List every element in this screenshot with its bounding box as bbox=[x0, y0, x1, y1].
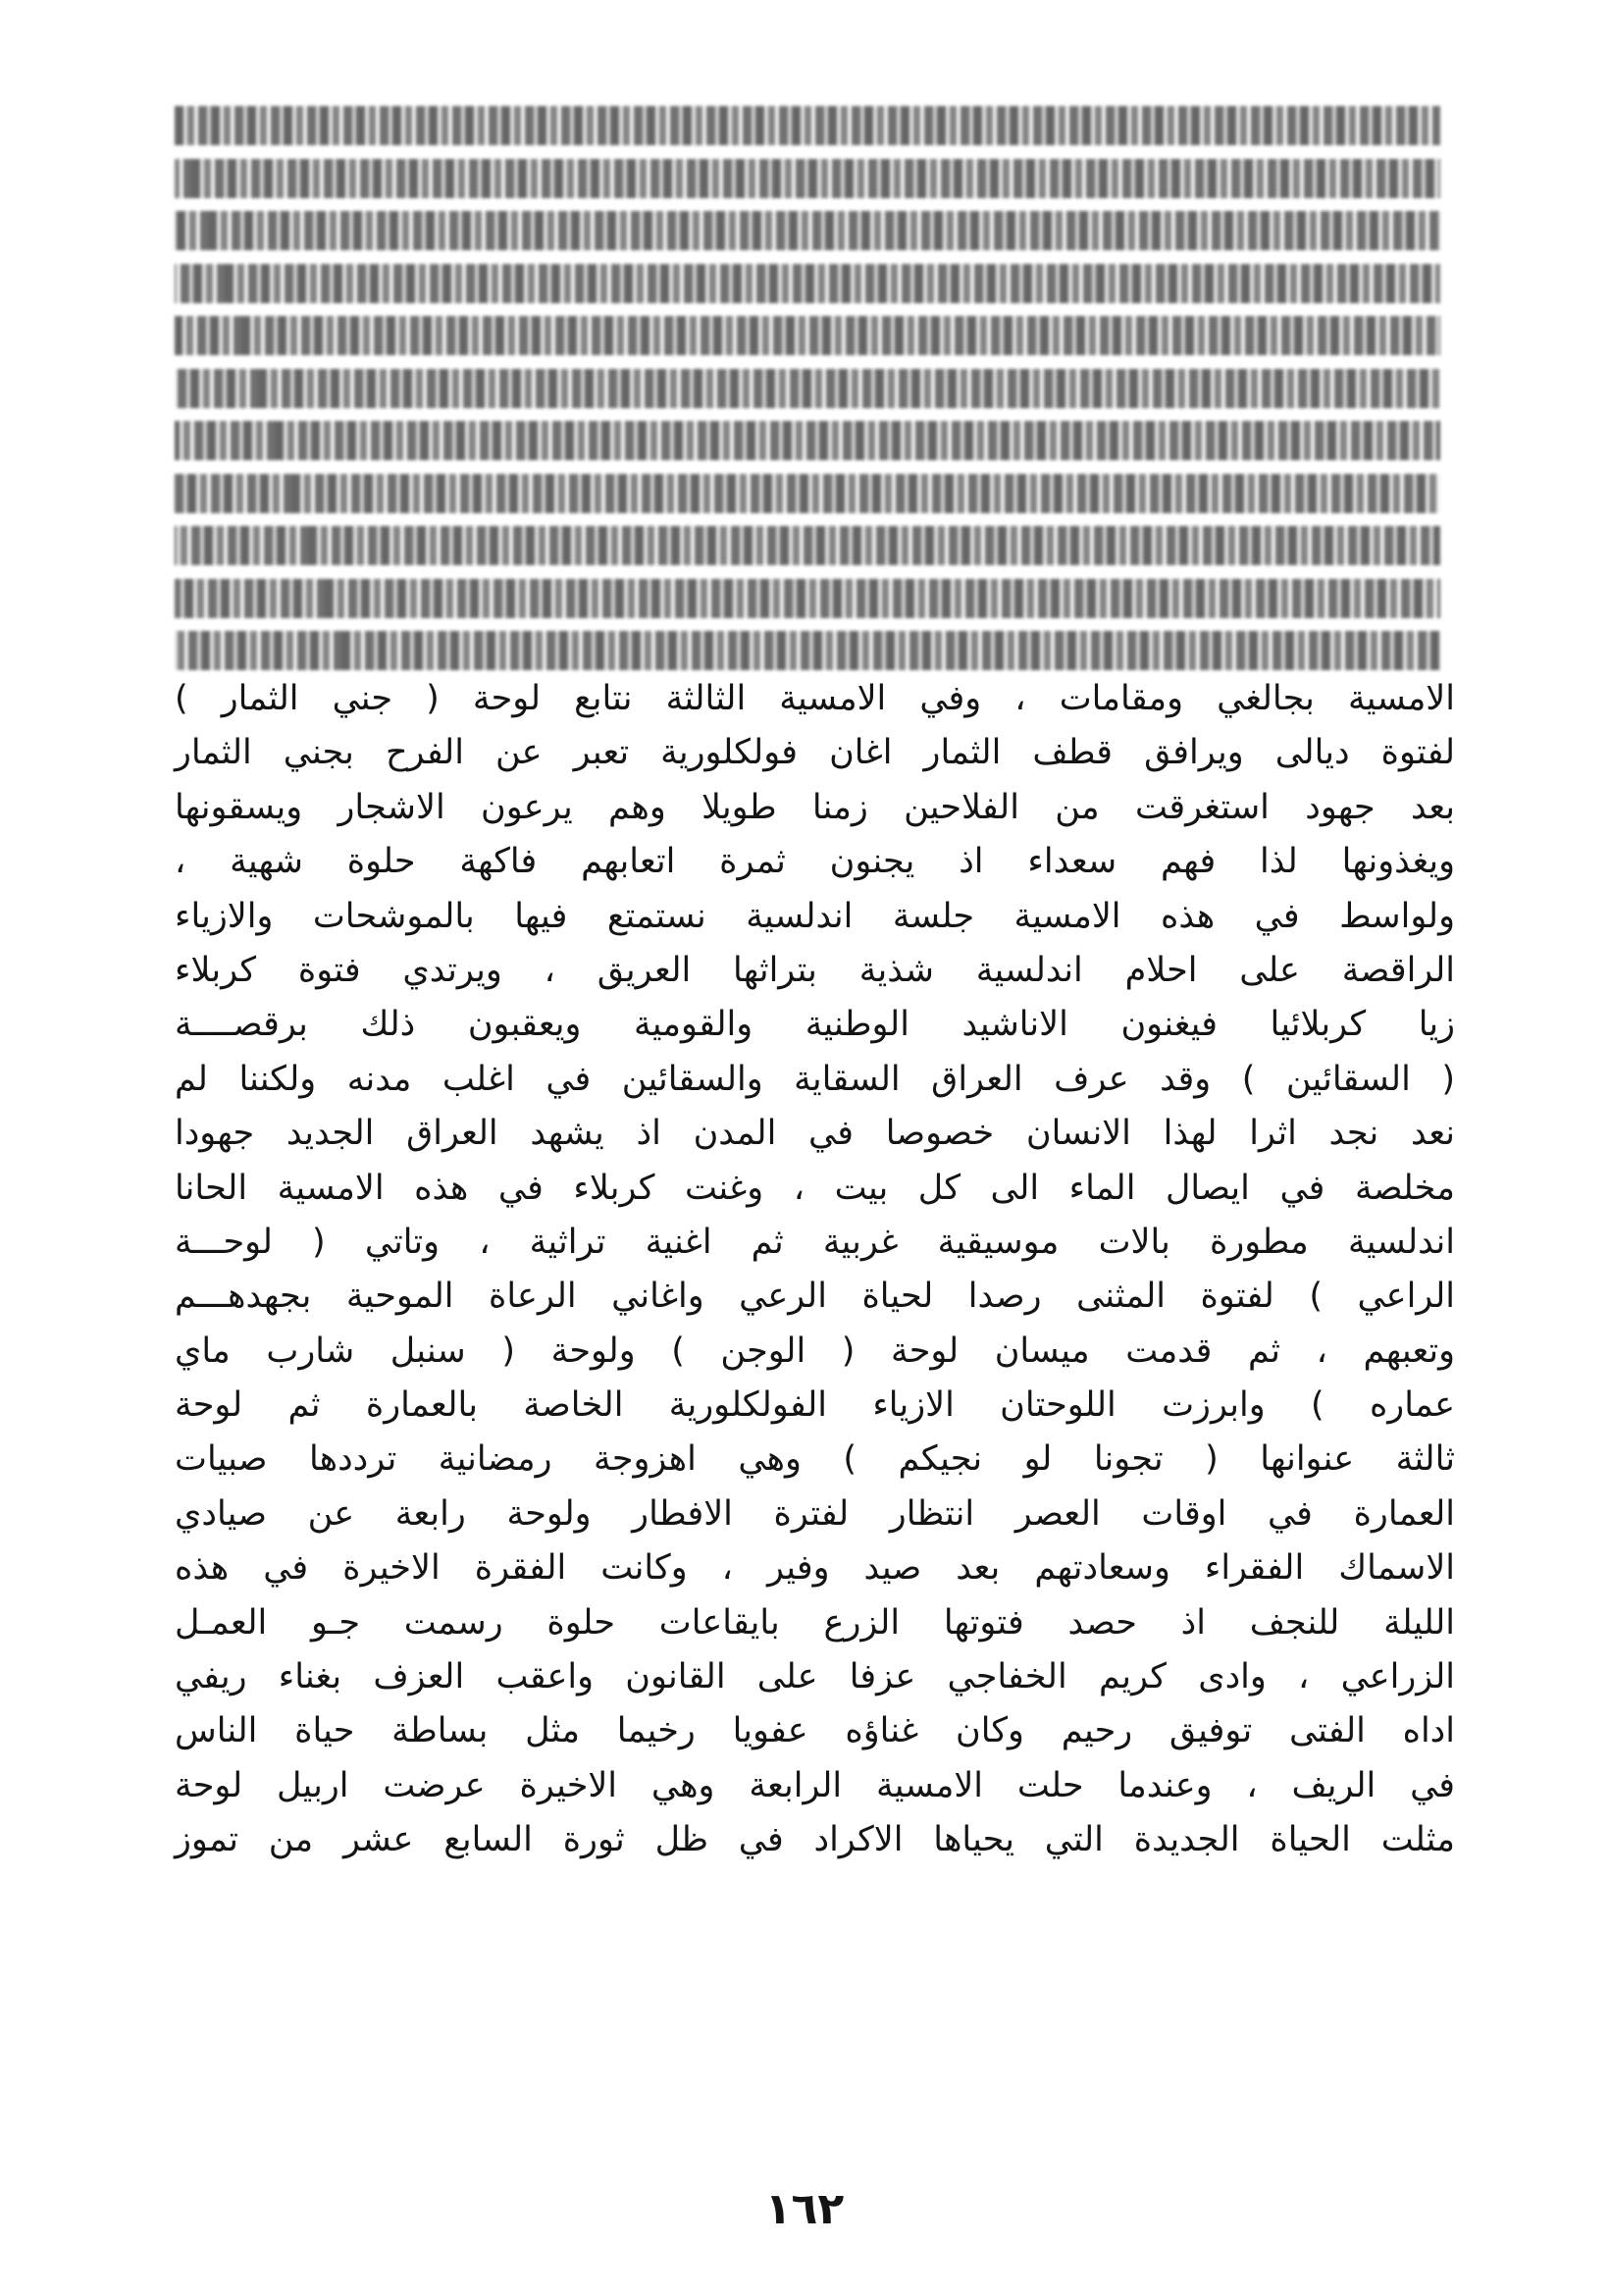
obscured-line bbox=[175, 106, 1440, 145]
text-line: لفتوة ديالى ويرافق قطف الثمار اغان فولكلورية تعبر عن الفرح بجني الثمار bbox=[175, 733, 1455, 773]
text-line: ثالثة عنوانها ( تجونا لو نجيكم ) وهي اهزوجة رمضانية ترددها صبيات bbox=[175, 1439, 1455, 1480]
text-line: العمارة في اوقات العصر انتظار لفترة الافطار ولوحة رابعة عن صيادي bbox=[175, 1493, 1455, 1534]
text-line: وتعبهم ، ثم قدمت ميسان لوحة ( الوجن ) ولوحة ( سنبل شارب ماي bbox=[175, 1331, 1455, 1371]
text-line: مخلصة في ايصال الماء الى كل بيت ، وغنت كربلاء في هذه الامسية الحانا bbox=[175, 1168, 1455, 1208]
text-line: الراعي ) لفتوة المثنى رصدا لحياة الرعي واغاني الرعاة الموحية بجهدهـــم bbox=[175, 1277, 1455, 1317]
body-text bbox=[175, 672, 1455, 1868]
obscured-line bbox=[175, 579, 1440, 618]
text-line: اداه الفتى توفيق رحيم وكان غناؤه عفويا رخيما مثل بساطة حياة الناس bbox=[175, 1711, 1455, 1751]
text-line: نعد نجد اثرا لهذا الانسان خصوصا في المدن اذ يشهد العراق الجديد جهودا bbox=[175, 1114, 1455, 1154]
obscured-line bbox=[175, 526, 1440, 565]
text-line: مثلت الحياة الجديدة التي يحياها الاكراد في ظل ثورة السابع عشر من تموز bbox=[175, 1820, 1455, 1860]
obscured-line bbox=[175, 211, 1440, 250]
obscured-line bbox=[175, 631, 1440, 670]
text-line: الاسماك الفقراء وسعادتهم بعد صيد وفير ، وكانت الفقرة الاخيرة في هذه bbox=[175, 1548, 1455, 1589]
obscured-line bbox=[175, 316, 1440, 355]
text-line: زيا كربلائيا فيغنون الاناشيد الوطنية والقومية ويعقبون ذلك برقصــــة bbox=[175, 1005, 1455, 1045]
text-line: اندلسية مطورة بالات موسيقية غربية ثم اغنية تراثية ، وتاتي ( لوحـــة bbox=[175, 1222, 1455, 1262]
text-line: الراقصة على احلام اندلسية شذية بتراثها العريق ، ويرتدي فتوة كربلاء bbox=[175, 950, 1455, 990]
text-line: في الريف ، وعندما حلت الامسية الرابعة وهي الاخيرة عرضت اربيل لوحة bbox=[175, 1765, 1455, 1805]
obscured-line bbox=[175, 264, 1440, 303]
text-line: بعد جهود استغرقت من الفلاحين زمنا طويلا وهم يرعون الاشجار ويسقونها bbox=[175, 787, 1455, 827]
text-line: الزراعي ، وادى كريم الخفاجي عزفا على القانون واعقب العزف بغناء ريفي bbox=[175, 1657, 1455, 1697]
obscured-line bbox=[175, 159, 1440, 198]
text-line: ولواسط في هذه الامسية جلسة اندلسية نستمتع فيها بالموشحات والازياء bbox=[175, 896, 1455, 936]
text-line: ( السقائين ) وقد عرف العراق السقاية والسقائين في اغلب مدنه ولكننا لم bbox=[175, 1059, 1455, 1099]
text-line: الامسية بجالغي ومقامات ، وفي الامسية الثالثة نتابع لوحة ( جني الثمار ) bbox=[175, 679, 1455, 718]
obscured-line bbox=[175, 369, 1440, 408]
obscured-line bbox=[175, 421, 1440, 460]
obscured-line bbox=[175, 474, 1440, 513]
obscured-text-block bbox=[175, 98, 1440, 672]
page-number: ١٦٢ bbox=[764, 2184, 845, 2234]
text-line: عماره ) وابرزت اللوحتان الازياء الفولكلورية الخاصة بالعمارة ثم لوحة bbox=[175, 1385, 1455, 1426]
text-line: الليلة للنجف اذ حصد فتوتها الزرع بايقاعات حلوة رسمت جـو العمـل bbox=[175, 1602, 1455, 1643]
text-line: ويغذونها لذا فهم سعداء اذ يجنون ثمرة اتعابهم فاكهة حلوة شهية ، bbox=[175, 842, 1455, 882]
